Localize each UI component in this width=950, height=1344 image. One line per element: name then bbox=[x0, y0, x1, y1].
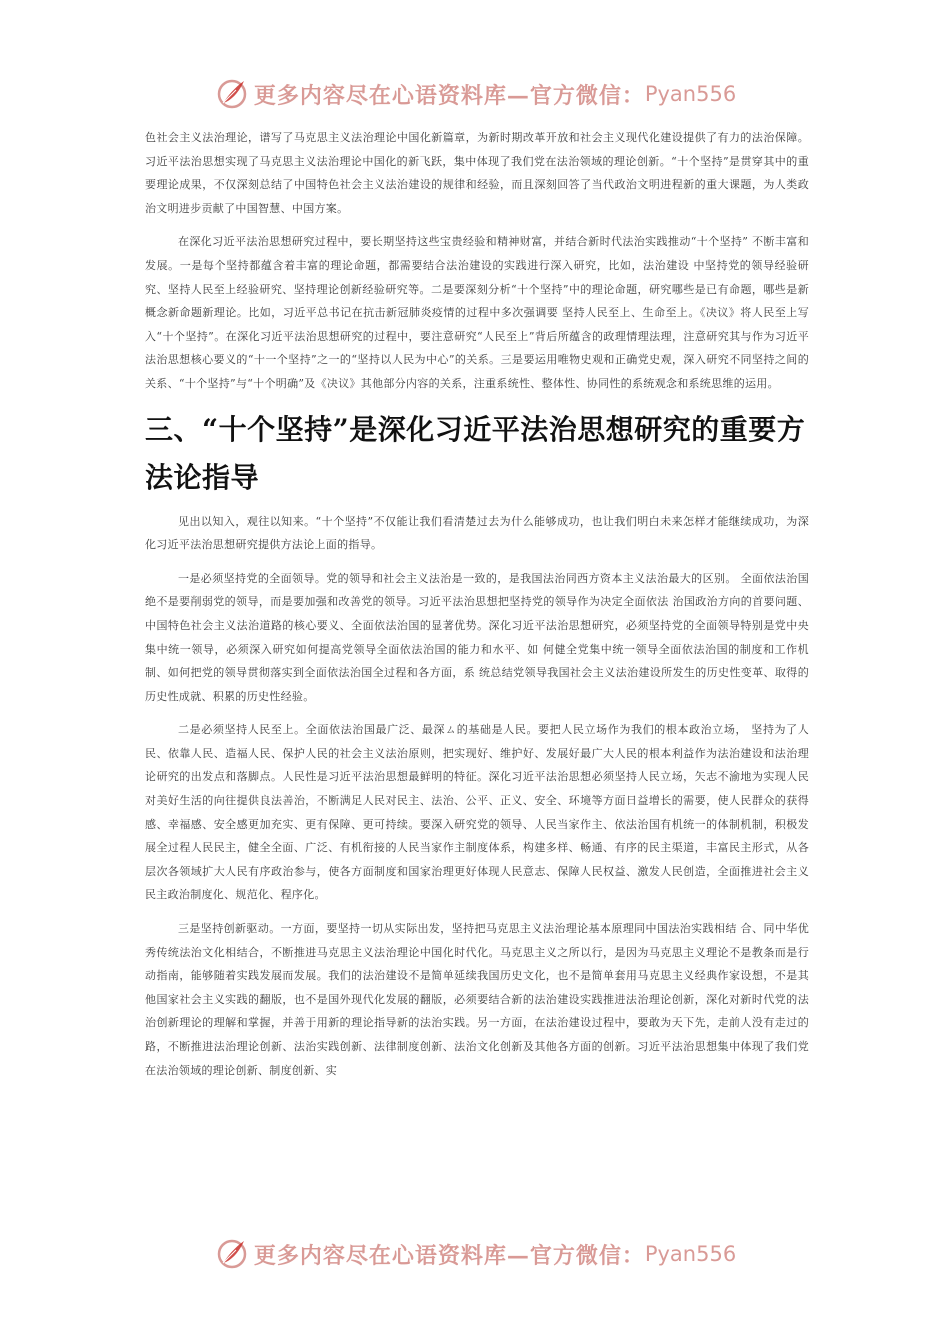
section-heading: 三、“十个坚持”是深化习近平法治思想研究的重要方法论指导 bbox=[145, 412, 806, 494]
document-body bbox=[145, 126, 809, 1092]
banner-text: 更多内容尽在心语资料库—官方微信： bbox=[253, 82, 645, 109]
banner-handle: Pyan556 bbox=[644, 1242, 737, 1266]
paragraph: 见出以知入，观往以知来。“十个坚持”不仅能让我们看清楚过去为什么能够成功，也让我们明白未来怎样才能继续成功，为深化习近平法治思想研究提供方法论上面的指导。 bbox=[145, 514, 809, 552]
banner-handle: Pyan556 bbox=[644, 82, 737, 106]
paragraph: 色社会主义法治理论，谱写了马克思主义法治理论中国化新篇章，为新时期改革开放和社会主义现代化建设提供了有力的法治保障。习近平法治思想实现了马克思主义法治理论中国化的新飞跃，集中体现了我们党在法治领域的理论创新。“十个坚持”是贯穿其中的重要理论成果，不仅深刻总结了中国特色社会主义法治建设的规律和经验，而且深刻回答了当代政治文明进程新的重大课题，为人类政治文明进步贡献了中国智慧、中国方案。 bbox=[145, 131, 809, 215]
paragraph: 在深化习近平法治思想研究过程中，要长期坚持这些宝贵经验和精神财富，并结合新时代法治实践推动“十个坚持” 不断丰富和发展。一是每个坚持都蕴含着丰富的理论命题，都需要结合法治建设的实践进行深入研究，比如，法治建设 中坚持党的领导经验研究、坚持人民至上经验研究、坚持理论创新经验研究等。二是要深刻分析“十个坚持”中的理论命题，研究哪些是已有命题，哪些是新概念新命题新理论。比如，习近平总书记在抗击新冠肺炎疫情的过程中多次强调要 坚持人民至上、生命至上。《决议》将人民至上写入“十个坚持”。在深化习近平法治思想研究的过程中，要注意研究“人民至上”背后所蕴含的政理情理法理，注意研究其与作为习近平法治思想核心要义的“十一个坚持”之一的“坚持以人民为中心”的关系。三是要运用唯物史观和正确党史观，深入研究不同坚持之间的关系、“十个坚持”与“十个明确”及《决议》其他部分内容的关系，注重系统性、整体性、协同性的系统观念和系统思维的运用。 bbox=[145, 235, 809, 390]
feather-logo-icon bbox=[214, 1236, 250, 1272]
feather-logo-icon bbox=[214, 76, 250, 112]
paragraph: 三是坚持创新驱动。一方面，要坚持一切从实际出发，坚持把马克思主义法治理论基本原理同中国法治实践相结 合、同中华优秀传统法治文化相结合，不断推进马克思主义法治理论中国化时代化。马克思主义之所以行，是因为马克思主义理论不是教条而是行动指南，能够随着实践发展而发展。我们的法治建设不是简单延续我国历史文化，也不是简单套用马克思主义经典作家设想，不是其他国家社会主义实践的翻版，也不是国外现代化发展的翻版，必须要结合新的法治建设实践推进法治理论创新，深化对新时代党的法治创新理论的理解和掌握，并善于用新的理论指导新的法治实践。另一方面，在法治建设过程中，要敢为天下先，走前人没有走过的路，不断推进法治理论创新、法治实践创新、法律制度创新、法治文化创新及其他各方面的创新。习近平法治思想集中体现了我们党在法治领域的理论创新、制度创新、实 bbox=[145, 922, 809, 1077]
paragraph: 二是必须坚持人民至上。全面依法治国最广泛、最深ㄙ的基础是人民。要把人民立场作为我们的根本政治立场， 坚持为了人民、依靠人民、造福人民、保护人民的社会主义法治原则，把实现好、维护好、发展好最广大人民的根本利益作为法治建设和法治理论研究的出发点和落脚点。人民性是习近平法治思想最鲜明的特征。深化习近平法治思想必须坚持人民立场，矢志不渝地为实现人民对美好生活的向往提供良法善治，不断满足人民对民主、法治、公平、正义、安全、环境等方面日益增长的需要，使人民群众的获得感、幸福感、安全感更加充实、更有保障、更可持续。要深入研究党的领导、人民当家作主、依法治国有机统一的体制机制，积极发展全过程人民民主，健全全面、广泛、有机衔接的人民当家作主制度体系，构建多样、畅通、有序的民主渠道，丰富民主形式，从各层次各领域扩大人民有序政治参与，使各方面制度和国家治理更好体现人民意志、保障人民权益、激发人民创造，全面推进社会主义民主政治制度化、规范化、程序化。 bbox=[145, 723, 809, 902]
top-watermark-banner bbox=[0, 72, 950, 116]
paragraph: 一是必须坚持党的全面领导。党的领导和社会主义法治是一致的，是我国法治同西方资本主义法治最大的区别。 全面依法治国绝不是要削弱党的领导，而是要加强和改善党的领导。习近平法治思想把坚持党的领导作为决定全面依法 治国政治方向的首要问题、中国特色社会主义法治道路的核心要义、全面依法治国的显著优势。深化习近平法治思想研究，必须坚持党的全面领导特别是党中央集中统一领导，必须深入研究如何提高党领导全面依法治国的能力和水平、如 何健全党集中统一领导全面依法治国的制度和工作机制、如何把党的领导贯彻落实到全面依法治国全过程和各方面，系 统总结党领导我国社会主义法治建设所发生的历史性变革、取得的历史性成就、积累的历史性经验。 bbox=[145, 571, 809, 703]
banner-text: 更多内容尽在心语资料库—官方微信： bbox=[253, 1242, 645, 1269]
bottom-watermark-banner bbox=[0, 1232, 950, 1276]
